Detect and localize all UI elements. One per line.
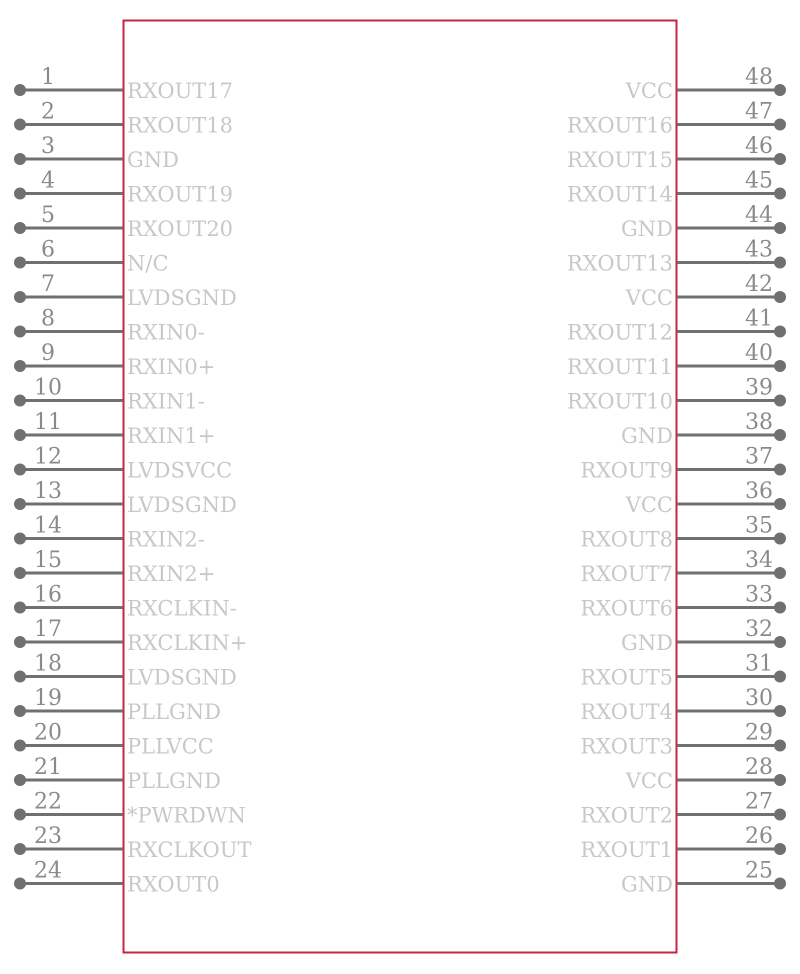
pin-28: [625, 755, 786, 793]
pin-number: 38: [745, 410, 773, 435]
pin-label: RXIN0-: [127, 320, 205, 345]
pin-endpoint-dot: [774, 602, 786, 614]
pin-endpoint-dot: [14, 222, 26, 234]
pin-number: 39: [745, 375, 773, 401]
pin-endpoint-dot: [774, 464, 786, 476]
pin-label: RXCLKIN-: [127, 596, 237, 621]
pin-label: RXIN2-: [127, 527, 205, 552]
pin-endpoint-dot: [14, 602, 26, 614]
pin-number: 48: [745, 65, 773, 90]
pin-number: 16: [34, 582, 62, 608]
pin-32: [621, 617, 786, 655]
pin-endpoint-dot: [14, 291, 26, 303]
pin-number: 26: [745, 824, 773, 849]
pin-label: RXIN1+: [127, 424, 216, 448]
pin-number: 10: [34, 375, 62, 401]
pin-endpoint-dot: [14, 878, 26, 890]
pin-endpoint-dot: [14, 395, 26, 407]
pin-number: 42: [745, 272, 773, 297]
pin-endpoint-dot: [14, 567, 26, 579]
pin-endpoint-dot: [774, 567, 786, 579]
pin-label: PLLGND: [127, 769, 222, 793]
pin-33: [580, 583, 786, 621]
pin-number: 40: [745, 341, 773, 366]
pin-7: [14, 272, 237, 310]
pin-number: 14: [34, 513, 62, 539]
pin-label: RXIN2+: [127, 562, 216, 586]
pin-label: VCC: [625, 769, 673, 793]
pin-number: 44: [745, 203, 773, 228]
pin-label: GND: [621, 872, 673, 897]
pin-label: VCC: [625, 79, 673, 103]
pin-label: RXIN0+: [127, 355, 216, 379]
pin-16: [14, 583, 237, 621]
pin-endpoint-dot: [14, 188, 26, 200]
pin-endpoint-dot: [774, 429, 786, 441]
pin-37: [580, 445, 786, 483]
pin-number: 37: [745, 444, 773, 470]
pin-endpoint-dot: [14, 774, 26, 786]
pin-endpoint-dot: [774, 740, 786, 752]
pin-9: [14, 341, 215, 379]
pin-endpoint-dot: [14, 153, 26, 165]
pin-38: [621, 410, 786, 448]
pin-label: RXOUT9: [580, 458, 673, 483]
pin-label: RXOUT6: [580, 596, 673, 621]
pin-31: [580, 652, 786, 690]
pin-48: [625, 65, 786, 103]
pin-label: RXOUT0: [127, 872, 220, 897]
pin-number: 1: [41, 65, 55, 90]
pin-endpoint-dot: [774, 360, 786, 372]
pin-label: RXOUT15: [566, 148, 673, 172]
pin-44: [621, 203, 786, 241]
pin-endpoint-dot: [14, 740, 26, 752]
pin-label: VCC: [625, 286, 673, 310]
pin-endpoint-dot: [774, 705, 786, 717]
pin-8: [14, 307, 205, 345]
pin-number: 6: [41, 237, 55, 263]
pin-13: [14, 479, 237, 517]
pin-endpoint-dot: [14, 671, 26, 683]
pin-3: [14, 134, 179, 172]
pin-endpoint-dot: [774, 533, 786, 545]
pin-label: PLLGND: [127, 700, 222, 724]
pin-number: 24: [34, 858, 62, 884]
pin-number: 47: [745, 99, 773, 125]
pin-label: RXCLKIN+: [127, 631, 248, 655]
pin-label: RXOUT16: [566, 113, 673, 138]
pin-23: [14, 824, 251, 862]
pin-label: RXOUT12: [566, 320, 673, 345]
pin-endpoint-dot: [774, 291, 786, 303]
pin-number: 7: [41, 272, 55, 297]
pin-15: [14, 548, 215, 586]
pin-label: RXOUT3: [580, 734, 673, 759]
pin-42: [625, 272, 786, 310]
pin-10: [14, 376, 205, 414]
pin-number: 30: [745, 686, 773, 711]
pin-number: 29: [745, 720, 773, 746]
pin-endpoint-dot: [774, 843, 786, 855]
pin-number: 2: [41, 99, 55, 125]
pin-label: RXOUT8: [580, 527, 673, 552]
pin-number: 23: [34, 824, 62, 849]
pin-number: 33: [745, 582, 773, 608]
pin-endpoint-dot: [774, 774, 786, 786]
pin-label: RXOUT18: [127, 113, 234, 138]
pin-number: 36: [745, 479, 773, 504]
pin-label: RXIN1-: [127, 389, 205, 414]
pin-endpoint-dot: [14, 257, 26, 269]
pin-endpoint-dot: [14, 533, 26, 545]
pin-label: RXOUT14: [566, 182, 673, 207]
pin-endpoint-dot: [774, 326, 786, 338]
pin-number: 8: [41, 306, 55, 332]
pin-number: 19: [34, 686, 62, 711]
pin-label: RXOUT4: [580, 700, 673, 724]
pin-label: GND: [621, 424, 673, 448]
pin-6: [14, 238, 169, 276]
pin-number: 25: [745, 858, 773, 884]
pin-number: 35: [745, 513, 773, 539]
pin-label: LVDSVCC: [127, 458, 233, 483]
pin-endpoint-dot: [14, 809, 26, 821]
pin-label: RXOUT1: [580, 838, 673, 862]
pin-label: VCC: [625, 493, 673, 517]
left-pin-column: [14, 65, 251, 897]
pin-number: 9: [41, 341, 55, 366]
pin-endpoint-dot: [774, 671, 786, 683]
pin-endpoint-dot: [774, 222, 786, 234]
pin-endpoint-dot: [774, 636, 786, 648]
pin-number: 3: [41, 134, 55, 159]
pin-number: 5: [41, 203, 55, 228]
pin-number: 31: [745, 651, 773, 677]
pin-number: 32: [745, 617, 773, 642]
pin-endpoint-dot: [774, 809, 786, 821]
pin-label: GND: [621, 217, 673, 241]
pin-24: [14, 859, 220, 897]
pin-29: [580, 721, 786, 759]
pin-endpoint-dot: [14, 464, 26, 476]
pin-endpoint-dot: [774, 119, 786, 131]
pin-number: 34: [745, 548, 773, 573]
pin-14: [14, 514, 205, 552]
pin-label: LVDSGND: [127, 493, 237, 517]
pin-number: 27: [745, 789, 773, 815]
pin-label: RXOUT2: [580, 803, 673, 828]
pin-27: [580, 790, 786, 828]
pin-label: RXOUT13: [566, 251, 673, 276]
pin-label: LVDSGND: [127, 665, 237, 690]
pin-19: [14, 686, 221, 724]
pin-number: 20: [34, 720, 62, 746]
pin-number: 17: [34, 617, 62, 642]
pin-label: GND: [127, 148, 179, 172]
pin-label: RXOUT17: [127, 79, 234, 103]
pin-number: 11: [34, 410, 62, 435]
pin-25: [621, 859, 786, 897]
pin-endpoint-dot: [774, 257, 786, 269]
pin-endpoint-dot: [774, 188, 786, 200]
pin-number: 13: [34, 479, 62, 504]
pin-endpoint-dot: [774, 84, 786, 96]
pin-label: GND: [621, 631, 673, 655]
pin-endpoint-dot: [14, 636, 26, 648]
pin-label: RXOUT7: [580, 562, 673, 586]
pin-endpoint-dot: [774, 498, 786, 510]
pin-label: RXOUT20: [127, 217, 234, 241]
pin-label: *PWRDWN: [127, 803, 246, 828]
pin-number: 28: [745, 755, 773, 780]
pin-endpoint-dot: [14, 84, 26, 96]
pin-number: 12: [34, 444, 62, 470]
pin-endpoint-dot: [14, 119, 26, 131]
pin-label: N/C: [127, 251, 169, 276]
pin-number: 43: [745, 237, 773, 263]
pin-30: [580, 686, 786, 724]
pin-26: [580, 824, 786, 862]
pin-number: 41: [745, 306, 773, 332]
pin-endpoint-dot: [14, 429, 26, 441]
pin-label: RXOUT10: [566, 389, 673, 414]
pin-label: RXOUT19: [127, 182, 234, 207]
pin-number: 18: [34, 651, 62, 677]
pin-label: LVDSGND: [127, 286, 237, 310]
pin-22: [14, 790, 246, 828]
pin-label: RXCLKOUT: [127, 838, 252, 862]
pin-label: RXOUT5: [580, 665, 673, 690]
pin-36: [625, 479, 786, 517]
pin-number: 22: [34, 789, 62, 815]
pin-endpoint-dot: [774, 395, 786, 407]
pin-35: [580, 514, 786, 552]
pin-endpoint-dot: [14, 705, 26, 717]
pin-endpoint-dot: [14, 326, 26, 338]
pin-endpoint-dot: [14, 360, 26, 372]
pin-endpoint-dot: [774, 878, 786, 890]
pin-number: 45: [745, 168, 773, 194]
pin-20: [14, 721, 214, 759]
pin-number: 21: [34, 755, 62, 780]
pin-endpoint-dot: [774, 153, 786, 165]
pin-11: [14, 410, 215, 448]
pin-label: RXOUT11: [566, 355, 673, 379]
pin-number: 4: [41, 168, 55, 194]
pin-18: [14, 652, 237, 690]
pin-endpoint-dot: [14, 498, 26, 510]
pin-number: 15: [34, 548, 62, 573]
pin-17: [14, 617, 247, 655]
pin-number: 46: [745, 134, 773, 159]
pin-label: PLLVCC: [127, 734, 214, 759]
pin-21: [14, 755, 221, 793]
pin-endpoint-dot: [14, 843, 26, 855]
pin-34: [580, 548, 786, 586]
